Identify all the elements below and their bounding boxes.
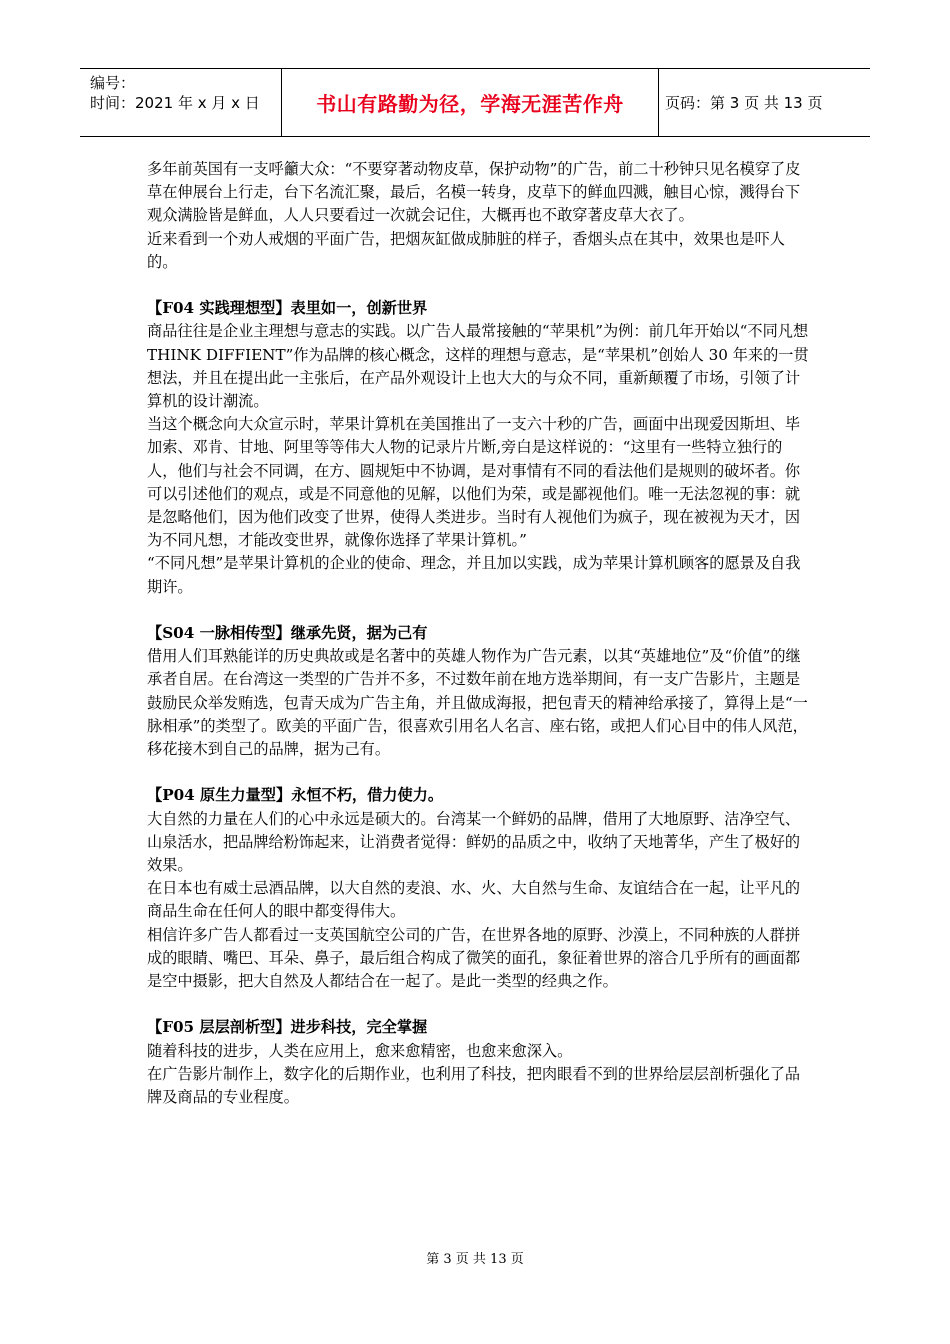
page-header [80, 68, 870, 137]
page-footer: 第 3 页 共 13 页 [426, 1252, 524, 1267]
header-motto: 书山有路勤为径，学海无涯苦作舟 [282, 69, 659, 136]
doc-time-label: 时间：2021 年 x 月 x 日 [90, 94, 260, 112]
header-page-label: 页码：第 3 页 共 13 页 [665, 94, 823, 112]
paragraph: 当这个概念向大众宣示时，苹果计算机在美国推出了一支六十秒的广告，画面中出现爱因斯坦、毕加索、邓肯、甘地、阿里等等伟大人物的记录片片断,旁白是这样说的：“这里有一些特立独行的人，他们与社会不同调，在方、圆规矩中不协调，是对事情有不同的看法他们是规则的破坏者。你可以引述他们的观点，或是不同意他的见解，以他们为荣，或是鄙视他们。唯一无法忽视的事：就是忽略他们，因为他们改变了世界，使得人类进步。当时有人视他们为疯子，现在被视为天才，因为不同凡想，才能改变世界，就像你选择了苹果计算机。” [147, 415, 801, 550]
paragraph: 在日本也有威士忌酒品牌，以大自然的麦浪、水、火、大自然与生命、友谊结合在一起，让平凡的商品生命在任何人的眼中都变得伟大。 [147, 879, 801, 921]
paragraph: 商品往往是企业主理想与意志的实践。以广告人最常接触的“苹果机”为例：前几年开始以“不同凡想 THINK DIFFIENT”作为品牌的核心概念，这样的理想与意志，是“苹果机”创始人 30 年来的一贯想法，并且在提出此一主张后，在产品外观设计上也大大的与众不同，重新颠覆了市场，引领了计算机的设计潮流。 [147, 322, 809, 411]
section-heading: 【F05 层层剖析型】进步科技，完全掌握 [147, 1018, 428, 1037]
section-heading: 【P04 原生力量型】永恒不朽，借力使力。 [147, 786, 444, 805]
paragraph: 借用人们耳熟能详的历史典故或是名著中的英雄人物作为广告元素，以其“英雄地位”及“价值”的继承者自居。在台湾这一类型的广告并不多，不过数年前在地方选举期间，有一支广告影片，主题是鼓励民众举发贿选，包青天成为广告主角，并且做成海报，把包青天的精神给承接了，算得上是“一脉相承”的类型了。欧美的平面广告，很喜欢引用名人名言、座右铭，或把人们心目中的伟人风范，移花接木到自己的品牌，据为己有。 [147, 647, 808, 759]
paragraph: 多年前英国有一支呼籲大众：“不要穿著动物皮草，保护动物”的广告，前二十秒钟只见名模穿了皮草在伸展台上行走，台下名流汇聚，最后，名模一转身，皮草下的鲜血四溅，触目心惊，溅得台下观众满脸皆是鲜血，人人只要看过一次就会记住，大概再也不敢穿著皮草大衣了。 [147, 160, 801, 225]
document-body [147, 158, 812, 1109]
paragraph: 近来看到一个劝人戒烟的平面广告，把烟灰缸做成肺脏的样子，香烟头点在其中，效果也是吓人的。 [147, 229, 785, 271]
header-meta [80, 69, 282, 136]
section-heading: 【F04 实践理想型】表里如一，创新世界 [147, 299, 428, 318]
section-heading: 【S04 一脉相传型】继承先贤，据为己有 [147, 624, 428, 643]
paragraph: 在广告影片制作上，数字化的后期作业，也利用了科技，把肉眼看不到的世界给层层剖析强化了品牌及商品的专业程度。 [147, 1064, 801, 1107]
doc-number-label: 编号： [90, 74, 136, 92]
paragraph: 相信许多广告人都看过一支英国航空公司的广告，在世界各地的原野、沙漠上，不同种族的人群拼成的眼睛、嘴巴、耳朵、鼻子，最后组合构成了微笑的面孔，象征着世界的溶合几乎所有的画面都是空中摄影，把大自然及人都结合在一起了。是此一类型的经典之作。 [147, 925, 801, 991]
paragraph: 随着科技的进步，人类在应用上，愈来愈精密，也愈来愈深入。 [147, 1041, 573, 1060]
paragraph: 大自然的力量在人们的心中永远是硕大的。台湾某一个鲜奶的品牌，借用了大地原野、洁净空气、山泉活水，把品牌给粉饰起来，让消费者觉得：鲜奶的品质之中，收纳了天地菁华，产生了极好的效果。 [147, 809, 801, 875]
paragraph: “不同凡想”是苹果计算机的企业的使命、理念，并且加以实践，成为苹果计算机顾客的愿景及自我期许。 [147, 554, 801, 596]
